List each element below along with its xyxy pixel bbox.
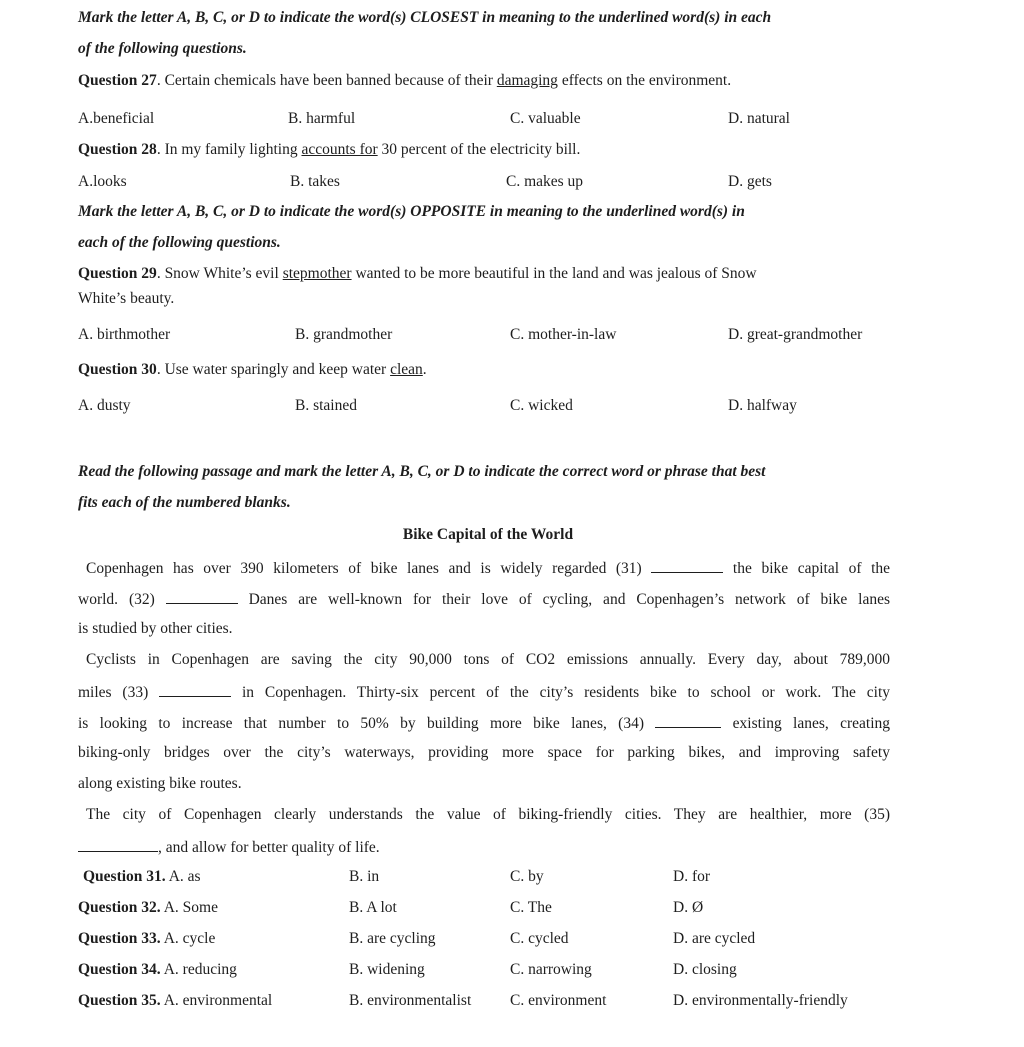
question-27-text-pre: . Certain chemicals have been banned because of their <box>156 72 497 89</box>
blank-33[interactable] <box>159 682 231 697</box>
question-27-option-d[interactable]: D. natural <box>728 110 790 127</box>
question-27-option-a[interactable]: A.beneficial <box>78 110 155 127</box>
question-28-option-a[interactable]: A.looks <box>78 173 127 190</box>
question-35-option-b[interactable]: B. environmentalist <box>349 992 472 1009</box>
question-33-option-a[interactable]: A. cycle <box>163 930 216 947</box>
passage-p2-line3 <box>78 713 890 733</box>
passage-p2-line3-post: existing lanes, creating <box>732 714 891 732</box>
question-32-option-c[interactable]: C. The <box>510 899 552 916</box>
passage-p1-line2-pre: world. (32) <box>78 590 155 608</box>
question-28-option-c[interactable]: C. makes up <box>506 173 584 190</box>
passage-p2-line2-pre: miles (33) <box>78 683 149 701</box>
question-32-row <box>78 899 218 917</box>
question-30-text-post: . <box>422 361 427 378</box>
question-34-label: Question 34. <box>78 961 161 978</box>
passage-p1-line1-pre: Copenhagen has over 390 kilometers of bike lanes and is widely regarded (31) <box>86 559 642 577</box>
question-28-text-pre: . In my family lighting <box>156 141 302 158</box>
question-28-text-post: 30 percent of the electricity bill. <box>377 141 581 158</box>
question-30 <box>78 361 427 379</box>
passage-p1-line3: is studied by other cities. <box>78 620 233 637</box>
question-30-option-a[interactable]: A. dusty <box>78 397 131 414</box>
question-33-option-d[interactable]: D. are cycled <box>673 930 756 947</box>
question-28-underlined: accounts for <box>301 141 378 158</box>
question-31-label: Question 31. <box>83 868 166 885</box>
question-34-option-c[interactable]: C. narrowing <box>510 961 592 978</box>
instruction-passage-line2: fits each of the numbered blanks. <box>78 494 291 511</box>
question-28 <box>78 141 580 159</box>
question-29-text-pre: . Snow White’s evil <box>156 265 283 282</box>
question-34-row <box>78 961 237 979</box>
question-27-label: Question 27 <box>78 72 157 89</box>
blank-34[interactable] <box>655 713 721 728</box>
question-35-option-c[interactable]: C. environment <box>510 992 607 1009</box>
question-29-option-d[interactable]: D. great-grandmother <box>728 326 863 343</box>
passage-p1-line1 <box>86 558 890 578</box>
passage-p2-line4: biking-only bridges over the city’s waterways, providing more space for parking bikes, and improving safety <box>78 744 890 761</box>
question-34-option-d[interactable]: D. closing <box>673 961 737 978</box>
question-29-text-post: wanted to be more beautiful in the land and was jealous of Snow <box>351 265 757 282</box>
question-35-option-d[interactable]: D. environmentally-friendly <box>673 992 848 1009</box>
question-32-label: Question 32. <box>78 899 161 916</box>
question-31-option-a[interactable]: A. as <box>168 868 201 885</box>
passage-title: Bike Capital of the World <box>402 526 574 543</box>
question-30-underlined: clean <box>390 361 423 378</box>
question-29-option-b[interactable]: B. grandmother <box>295 326 393 343</box>
passage-p2-line2 <box>78 682 890 702</box>
question-30-option-d[interactable]: D. halfway <box>728 397 797 414</box>
question-29-option-c[interactable]: C. mother-in-law <box>510 326 617 343</box>
question-29-option-a[interactable]: A. birthmother <box>78 326 171 343</box>
passage-p3-line1: The city of Copenhagen clearly understands the value of biking-friendly cities. They are healthier, more (35) <box>86 806 890 823</box>
question-33-option-c[interactable]: C. cycled <box>510 930 569 947</box>
instruction-opposite-line1: Mark the letter A, B, C, or D to indicate the word(s) OPPOSITE in meaning to the underlined word(s) in <box>78 203 745 220</box>
question-28-option-d[interactable]: D. gets <box>728 173 772 190</box>
question-29-label: Question 29 <box>78 265 157 282</box>
question-27-text-post: effects on the environment. <box>557 72 732 89</box>
question-31-option-d[interactable]: D. for <box>673 868 711 885</box>
question-32-option-d[interactable]: D. Ø <box>673 899 704 916</box>
passage-p2-line3-pre: is looking to increase that number to 50% by building more bike lanes, (34) <box>78 714 644 732</box>
passage-p1-line2 <box>78 589 890 609</box>
question-32-option-b[interactable]: B. A lot <box>349 899 397 916</box>
question-27 <box>78 72 731 90</box>
question-27-option-c[interactable]: C. valuable <box>510 110 581 127</box>
blank-32[interactable] <box>166 589 238 604</box>
question-33-label: Question 33. <box>78 930 161 947</box>
question-27-underlined: damaging <box>496 72 558 89</box>
question-29-underlined: stepmother <box>282 265 352 282</box>
question-28-label: Question 28 <box>78 141 157 158</box>
question-32-option-a[interactable]: A. Some <box>163 899 218 916</box>
question-30-option-c[interactable]: C. wicked <box>510 397 573 414</box>
question-34-option-a[interactable]: A. reducing <box>163 961 237 978</box>
passage-p1-line2-post: Danes are well-known for their love of cycling, and Copenhagen’s network of bike lanes <box>248 590 890 608</box>
passage-p2-line2-post: in Copenhagen. Thirty-six percent of the city’s residents bike to school or work. The city <box>241 683 891 701</box>
instruction-closest-line1: Mark the letter A, B, C, or D to indicate the word(s) CLOSEST in meaning to the underlined word(s) in each <box>78 9 772 26</box>
question-35-option-a[interactable]: A. environmental <box>163 992 273 1009</box>
question-31-option-b[interactable]: B. in <box>349 868 380 885</box>
passage-p1-line1-post: the bike capital of the <box>732 559 891 577</box>
passage-p2-line1: Cyclists in Copenhagen are saving the city 90,000 tons of CO2 emissions annually. Every day, about 789,000 <box>86 651 890 668</box>
blank-35[interactable] <box>78 837 158 852</box>
instruction-closest-line2: of the following questions. <box>78 40 247 57</box>
instruction-passage-line1: Read the following passage and mark the letter A, B, C, or D to indicate the correct word or phrase that best <box>78 463 766 480</box>
passage-p3-line2 <box>78 837 890 857</box>
question-29 <box>78 265 757 283</box>
question-30-text-pre: . Use water sparingly and keep water <box>156 361 391 378</box>
question-34-option-b[interactable]: B. widening <box>349 961 425 978</box>
instruction-opposite-line2: each of the following questions. <box>78 234 281 251</box>
question-31-option-c[interactable]: C. by <box>510 868 544 885</box>
question-35-row <box>78 992 272 1010</box>
question-27-option-b[interactable]: B. harmful <box>288 110 356 127</box>
question-30-label: Question 30 <box>78 361 157 378</box>
question-29-line2: White’s beauty. <box>78 290 175 307</box>
passage-p2-line5: along existing bike routes. <box>78 775 242 792</box>
question-28-option-b[interactable]: B. takes <box>290 173 340 190</box>
blank-31[interactable] <box>651 558 723 573</box>
question-35-label: Question 35. <box>78 992 161 1009</box>
question-33-option-b[interactable]: B. are cycling <box>349 930 436 947</box>
passage-p3-line2-text: , and allow for better quality of life. <box>158 838 380 856</box>
question-30-option-b[interactable]: B. stained <box>295 397 357 414</box>
question-31-row <box>83 868 201 886</box>
question-33-row <box>78 930 215 948</box>
